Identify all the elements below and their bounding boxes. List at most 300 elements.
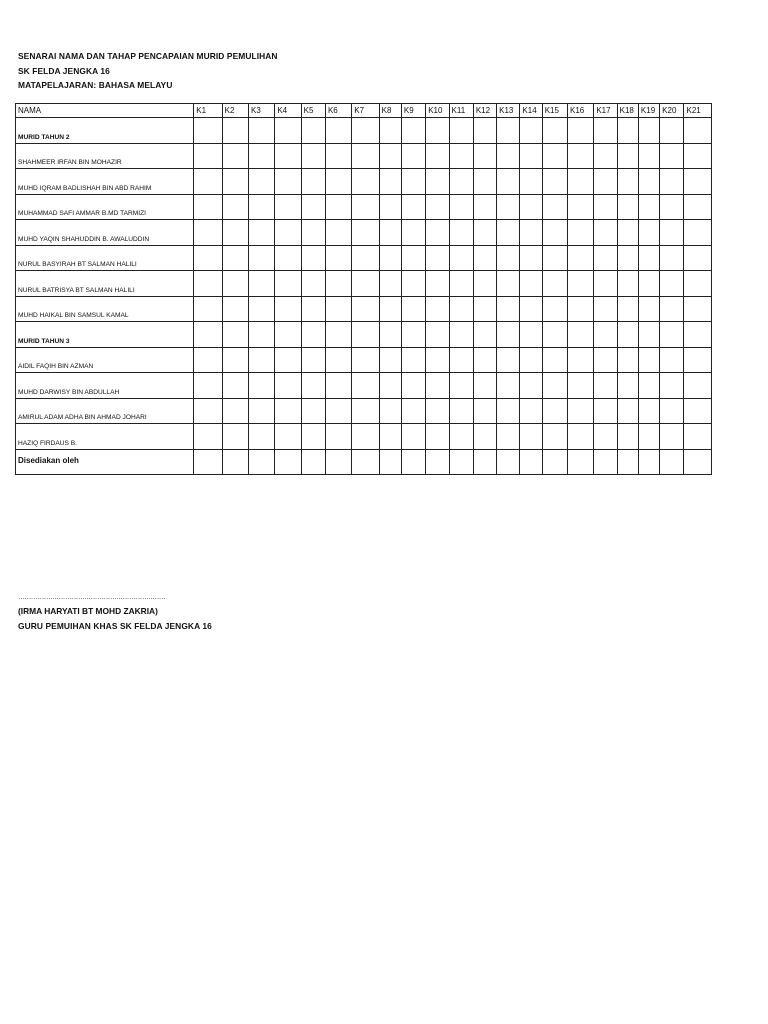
table-row bbox=[16, 424, 712, 450]
student-name: AIDIL FAQIH BIN AZMAN bbox=[16, 347, 194, 373]
score-cell-k20 bbox=[660, 143, 684, 169]
score-cell-k21 bbox=[684, 398, 712, 424]
score-cell-k18 bbox=[617, 220, 638, 246]
score-cell-k18 bbox=[617, 424, 638, 450]
score-cell-k2 bbox=[222, 347, 248, 373]
column-header-k11: K11 bbox=[449, 104, 473, 118]
score-cell-k9 bbox=[401, 424, 425, 450]
student-name: NURUL BASYIRAH BT SALMAN HALILI bbox=[16, 245, 194, 271]
score-cell-k13 bbox=[497, 143, 520, 169]
document-header bbox=[18, 49, 278, 93]
column-header-k7: K7 bbox=[352, 104, 379, 118]
score-cell-k11 bbox=[449, 424, 473, 450]
score-cell-k1 bbox=[194, 322, 222, 348]
score-cell-k10 bbox=[426, 398, 449, 424]
score-cell-k14 bbox=[520, 169, 542, 195]
score-cell-k18 bbox=[617, 245, 638, 271]
score-cell-k1 bbox=[194, 296, 222, 322]
score-cell-k8 bbox=[379, 118, 401, 144]
score-cell-k21 bbox=[684, 143, 712, 169]
score-cell-k21 bbox=[684, 296, 712, 322]
score-cell-k15 bbox=[542, 245, 567, 271]
score-cell-k14 bbox=[520, 347, 542, 373]
score-cell-k9 bbox=[401, 271, 425, 297]
score-cell-k1 bbox=[194, 169, 222, 195]
score-cell-k7 bbox=[352, 118, 379, 144]
score-cell-k16 bbox=[568, 143, 594, 169]
score-cell-k15 bbox=[542, 373, 567, 399]
table-row bbox=[16, 143, 712, 169]
score-cell-k15 bbox=[542, 169, 567, 195]
column-header-k20: K20 bbox=[660, 104, 684, 118]
column-header-k16: K16 bbox=[568, 104, 594, 118]
score-cell-k9 bbox=[401, 322, 425, 348]
student-name: NURUL BATRISYA BT SALMAN HALILI bbox=[16, 271, 194, 297]
score-cell-k11 bbox=[449, 373, 473, 399]
score-cell-k8 bbox=[379, 271, 401, 297]
score-cell-k2 bbox=[222, 424, 248, 450]
score-cell-k13 bbox=[497, 398, 520, 424]
score-cell-k10 bbox=[426, 424, 449, 450]
score-cell-k8 bbox=[379, 169, 401, 195]
score-cell-k7 bbox=[352, 194, 379, 220]
score-cell-k14 bbox=[520, 143, 542, 169]
score-cell-k19 bbox=[638, 194, 659, 220]
score-cell-k20 bbox=[660, 347, 684, 373]
column-header-k9: K9 bbox=[401, 104, 425, 118]
student-name: SHAHMEER IRFAN BIN MOHAZIR bbox=[16, 143, 194, 169]
score-cell-k15 bbox=[542, 449, 567, 475]
score-cell-k1 bbox=[194, 271, 222, 297]
table-row bbox=[16, 245, 712, 271]
student-name: MUHD YAQIN SHAHUDDIN B. AWALUDDIN bbox=[16, 220, 194, 246]
score-cell-k1 bbox=[194, 424, 222, 450]
score-cell-k11 bbox=[449, 322, 473, 348]
score-cell-k2 bbox=[222, 373, 248, 399]
score-cell-k6 bbox=[325, 322, 351, 348]
score-cell-k12 bbox=[473, 169, 496, 195]
student-name: HAZIQ FIRDAUS B. bbox=[16, 424, 194, 450]
table-row bbox=[16, 220, 712, 246]
score-cell-k2 bbox=[222, 398, 248, 424]
score-cell-k19 bbox=[638, 220, 659, 246]
score-cell-k20 bbox=[660, 424, 684, 450]
score-cell-k19 bbox=[638, 322, 659, 348]
score-cell-k1 bbox=[194, 373, 222, 399]
score-cell-k9 bbox=[401, 398, 425, 424]
score-cell-k15 bbox=[542, 347, 567, 373]
student-name: MUHAMMAD SAFI AMMAR B.MD TARMIZI bbox=[16, 194, 194, 220]
score-cell-k12 bbox=[473, 220, 496, 246]
table-row bbox=[16, 347, 712, 373]
school-name: SK FELDA JENGKA 16 bbox=[18, 65, 110, 76]
score-cell-k16 bbox=[568, 449, 594, 475]
score-cell-k17 bbox=[594, 373, 617, 399]
student-name: MUHD IQRAM BADLISHAH BIN ABD RAHIM bbox=[16, 169, 194, 195]
score-cell-k13 bbox=[497, 245, 520, 271]
score-cell-k20 bbox=[660, 194, 684, 220]
score-cell-k8 bbox=[379, 424, 401, 450]
score-cell-k7 bbox=[352, 220, 379, 246]
student-name: AMIRUL ADAM ADHA BIN AHMAD JOHARI bbox=[16, 398, 194, 424]
score-cell-k14 bbox=[520, 194, 542, 220]
column-header-k3: K3 bbox=[248, 104, 274, 118]
score-cell-k3 bbox=[248, 449, 274, 475]
score-cell-k5 bbox=[301, 296, 325, 322]
score-cell-k10 bbox=[426, 449, 449, 475]
score-cell-k18 bbox=[617, 322, 638, 348]
score-cell-k12 bbox=[473, 118, 496, 144]
score-cell-k18 bbox=[617, 449, 638, 475]
score-cell-k18 bbox=[617, 373, 638, 399]
score-cell-k16 bbox=[568, 118, 594, 144]
score-cell-k12 bbox=[473, 245, 496, 271]
score-cell-k5 bbox=[301, 194, 325, 220]
column-header-k8: K8 bbox=[379, 104, 401, 118]
score-cell-k3 bbox=[248, 373, 274, 399]
score-cell-k14 bbox=[520, 296, 542, 322]
column-header-k5: K5 bbox=[301, 104, 325, 118]
teacher-title: GURU PEMUIHAN KHAS SK FELDA JENGKA 16 bbox=[18, 621, 212, 631]
score-cell-k3 bbox=[248, 271, 274, 297]
score-cell-k11 bbox=[449, 169, 473, 195]
score-cell-k8 bbox=[379, 322, 401, 348]
score-cell-k6 bbox=[325, 271, 351, 297]
score-cell-k21 bbox=[684, 271, 712, 297]
score-cell-k4 bbox=[275, 373, 301, 399]
score-cell-k19 bbox=[638, 424, 659, 450]
score-cell-k2 bbox=[222, 143, 248, 169]
score-cell-k13 bbox=[497, 220, 520, 246]
score-cell-k6 bbox=[325, 220, 351, 246]
column-header-k15: K15 bbox=[542, 104, 567, 118]
table-row bbox=[16, 373, 712, 399]
column-header-k17: K17 bbox=[594, 104, 617, 118]
score-cell-k11 bbox=[449, 118, 473, 144]
score-cell-k8 bbox=[379, 296, 401, 322]
score-cell-k10 bbox=[426, 143, 449, 169]
score-cell-k21 bbox=[684, 245, 712, 271]
score-cell-k18 bbox=[617, 143, 638, 169]
score-cell-k14 bbox=[520, 449, 542, 475]
score-cell-k12 bbox=[473, 424, 496, 450]
achievement-table bbox=[15, 103, 712, 475]
score-cell-k15 bbox=[542, 322, 567, 348]
score-cell-k3 bbox=[248, 424, 274, 450]
score-cell-k7 bbox=[352, 169, 379, 195]
score-cell-k6 bbox=[325, 245, 351, 271]
score-cell-k7 bbox=[352, 296, 379, 322]
score-cell-k16 bbox=[568, 398, 594, 424]
score-cell-k21 bbox=[684, 449, 712, 475]
score-cell-k10 bbox=[426, 245, 449, 271]
score-cell-k12 bbox=[473, 194, 496, 220]
score-cell-k3 bbox=[248, 118, 274, 144]
score-cell-k6 bbox=[325, 398, 351, 424]
score-cell-k12 bbox=[473, 322, 496, 348]
score-cell-k16 bbox=[568, 347, 594, 373]
score-cell-k19 bbox=[638, 169, 659, 195]
score-cell-k17 bbox=[594, 449, 617, 475]
score-cell-k5 bbox=[301, 449, 325, 475]
score-cell-k3 bbox=[248, 347, 274, 373]
score-cell-k18 bbox=[617, 194, 638, 220]
score-cell-k15 bbox=[542, 118, 567, 144]
score-cell-k8 bbox=[379, 245, 401, 271]
score-cell-k21 bbox=[684, 347, 712, 373]
score-cell-k2 bbox=[222, 296, 248, 322]
table-header-row bbox=[16, 104, 712, 118]
score-cell-k10 bbox=[426, 220, 449, 246]
score-cell-k12 bbox=[473, 449, 496, 475]
score-cell-k9 bbox=[401, 347, 425, 373]
column-header-k6: K6 bbox=[325, 104, 351, 118]
score-cell-k15 bbox=[542, 296, 567, 322]
score-cell-k13 bbox=[497, 169, 520, 195]
score-cell-k14 bbox=[520, 220, 542, 246]
score-cell-k17 bbox=[594, 194, 617, 220]
group-header-row bbox=[16, 322, 712, 348]
score-cell-k5 bbox=[301, 220, 325, 246]
score-cell-k8 bbox=[379, 449, 401, 475]
score-cell-k5 bbox=[301, 347, 325, 373]
score-cell-k9 bbox=[401, 169, 425, 195]
score-cell-k21 bbox=[684, 169, 712, 195]
score-cell-k17 bbox=[594, 347, 617, 373]
score-cell-k9 bbox=[401, 373, 425, 399]
score-cell-k15 bbox=[542, 143, 567, 169]
score-cell-k11 bbox=[449, 296, 473, 322]
score-cell-k19 bbox=[638, 143, 659, 169]
score-cell-k5 bbox=[301, 245, 325, 271]
score-cell-k4 bbox=[275, 424, 301, 450]
score-cell-k19 bbox=[638, 449, 659, 475]
score-cell-k14 bbox=[520, 322, 542, 348]
score-cell-k12 bbox=[473, 143, 496, 169]
score-cell-k2 bbox=[222, 271, 248, 297]
score-cell-k20 bbox=[660, 169, 684, 195]
score-cell-k16 bbox=[568, 245, 594, 271]
score-cell-k21 bbox=[684, 373, 712, 399]
score-cell-k16 bbox=[568, 322, 594, 348]
score-cell-k6 bbox=[325, 449, 351, 475]
score-cell-k18 bbox=[617, 296, 638, 322]
score-cell-k4 bbox=[275, 118, 301, 144]
score-cell-k3 bbox=[248, 220, 274, 246]
score-cell-k3 bbox=[248, 143, 274, 169]
score-cell-k18 bbox=[617, 169, 638, 195]
score-cell-k8 bbox=[379, 373, 401, 399]
score-cell-k11 bbox=[449, 143, 473, 169]
score-cell-k2 bbox=[222, 118, 248, 144]
score-cell-k15 bbox=[542, 194, 567, 220]
score-cell-k16 bbox=[568, 194, 594, 220]
score-cell-k5 bbox=[301, 398, 325, 424]
column-header-k19: K19 bbox=[638, 104, 659, 118]
score-cell-k1 bbox=[194, 143, 222, 169]
score-cell-k6 bbox=[325, 373, 351, 399]
score-cell-k17 bbox=[594, 296, 617, 322]
group-label: MURID TAHUN 2 bbox=[16, 118, 194, 144]
score-cell-k5 bbox=[301, 322, 325, 348]
score-cell-k19 bbox=[638, 398, 659, 424]
score-cell-k6 bbox=[325, 347, 351, 373]
score-cell-k7 bbox=[352, 245, 379, 271]
score-cell-k20 bbox=[660, 373, 684, 399]
score-cell-k9 bbox=[401, 296, 425, 322]
score-cell-k16 bbox=[568, 424, 594, 450]
document-title: SENARAI NAMA DAN TAHAP PENCAPAIAN MURID PEMULIHAN bbox=[18, 51, 278, 61]
score-cell-k20 bbox=[660, 245, 684, 271]
score-cell-k10 bbox=[426, 347, 449, 373]
column-header-k18: K18 bbox=[617, 104, 638, 118]
score-cell-k19 bbox=[638, 118, 659, 144]
score-cell-k20 bbox=[660, 220, 684, 246]
score-cell-k17 bbox=[594, 118, 617, 144]
score-cell-k7 bbox=[352, 424, 379, 450]
score-cell-k1 bbox=[194, 220, 222, 246]
score-cell-k12 bbox=[473, 347, 496, 373]
score-cell-k13 bbox=[497, 424, 520, 450]
score-cell-k10 bbox=[426, 169, 449, 195]
score-cell-k13 bbox=[497, 449, 520, 475]
score-cell-k9 bbox=[401, 220, 425, 246]
column-header-k4: K4 bbox=[275, 104, 301, 118]
score-cell-k16 bbox=[568, 169, 594, 195]
score-cell-k4 bbox=[275, 169, 301, 195]
score-cell-k14 bbox=[520, 424, 542, 450]
score-cell-k8 bbox=[379, 220, 401, 246]
score-cell-k5 bbox=[301, 118, 325, 144]
score-cell-k7 bbox=[352, 398, 379, 424]
score-cell-k5 bbox=[301, 271, 325, 297]
score-cell-k10 bbox=[426, 194, 449, 220]
score-cell-k11 bbox=[449, 347, 473, 373]
column-header-k21: K21 bbox=[684, 104, 712, 118]
name-column-header: NAMA bbox=[16, 104, 194, 118]
score-cell-k4 bbox=[275, 449, 301, 475]
teacher-name: (IRMA HARYATI BT MOHD ZAKRIA) bbox=[18, 606, 158, 616]
score-cell-k4 bbox=[275, 347, 301, 373]
score-cell-k11 bbox=[449, 194, 473, 220]
score-cell-k5 bbox=[301, 373, 325, 399]
score-cell-k3 bbox=[248, 322, 274, 348]
score-cell-k4 bbox=[275, 245, 301, 271]
score-cell-k5 bbox=[301, 143, 325, 169]
score-cell-k14 bbox=[520, 245, 542, 271]
score-cell-k10 bbox=[426, 373, 449, 399]
score-cell-k8 bbox=[379, 194, 401, 220]
student-name: MUHD DARWISY BIN ABDULLAH bbox=[16, 373, 194, 399]
score-cell-k6 bbox=[325, 169, 351, 195]
score-cell-k1 bbox=[194, 245, 222, 271]
score-cell-k14 bbox=[520, 398, 542, 424]
score-cell-k18 bbox=[617, 271, 638, 297]
score-cell-k16 bbox=[568, 373, 594, 399]
score-cell-k6 bbox=[325, 118, 351, 144]
score-cell-k4 bbox=[275, 194, 301, 220]
score-cell-k7 bbox=[352, 271, 379, 297]
score-cell-k4 bbox=[275, 322, 301, 348]
score-cell-k19 bbox=[638, 347, 659, 373]
table-row bbox=[16, 194, 712, 220]
score-cell-k19 bbox=[638, 271, 659, 297]
score-cell-k1 bbox=[194, 449, 222, 475]
score-cell-k11 bbox=[449, 220, 473, 246]
score-cell-k11 bbox=[449, 449, 473, 475]
score-cell-k2 bbox=[222, 449, 248, 475]
table-row bbox=[16, 449, 712, 475]
student-name: MUHD HAIKAL BIN SAMSUL KAMAL bbox=[16, 296, 194, 322]
score-cell-k13 bbox=[497, 194, 520, 220]
score-cell-k10 bbox=[426, 271, 449, 297]
score-cell-k6 bbox=[325, 194, 351, 220]
score-cell-k8 bbox=[379, 143, 401, 169]
score-cell-k1 bbox=[194, 347, 222, 373]
prepared-by-label: Disediakan oleh bbox=[18, 456, 79, 465]
score-cell-k17 bbox=[594, 271, 617, 297]
score-cell-k13 bbox=[497, 373, 520, 399]
score-cell-k10 bbox=[426, 118, 449, 144]
score-cell-k17 bbox=[594, 424, 617, 450]
score-cell-k7 bbox=[352, 143, 379, 169]
score-cell-k3 bbox=[248, 398, 274, 424]
score-cell-k17 bbox=[594, 220, 617, 246]
score-cell-k7 bbox=[352, 373, 379, 399]
subject-line: MATAPELAJARAN: BAHASA MELAYU bbox=[18, 80, 173, 90]
score-cell-k10 bbox=[426, 322, 449, 348]
score-cell-k20 bbox=[660, 118, 684, 144]
score-cell-k4 bbox=[275, 220, 301, 246]
score-cell-k19 bbox=[638, 296, 659, 322]
score-cell-k10 bbox=[426, 296, 449, 322]
score-cell-k3 bbox=[248, 194, 274, 220]
group-header-row bbox=[16, 118, 712, 144]
score-cell-k3 bbox=[248, 245, 274, 271]
score-cell-k14 bbox=[520, 118, 542, 144]
score-cell-k21 bbox=[684, 424, 712, 450]
score-cell-k20 bbox=[660, 271, 684, 297]
score-cell-k17 bbox=[594, 322, 617, 348]
score-cell-k21 bbox=[684, 220, 712, 246]
score-cell-k9 bbox=[401, 449, 425, 475]
score-cell-k13 bbox=[497, 322, 520, 348]
score-cell-k17 bbox=[594, 143, 617, 169]
signature-line: …………………………………………………………… bbox=[18, 594, 166, 601]
score-cell-k11 bbox=[449, 398, 473, 424]
score-cell-k14 bbox=[520, 373, 542, 399]
score-cell-k4 bbox=[275, 398, 301, 424]
score-cell-k1 bbox=[194, 398, 222, 424]
column-header-k14: K14 bbox=[520, 104, 542, 118]
score-cell-k20 bbox=[660, 322, 684, 348]
score-cell-k19 bbox=[638, 373, 659, 399]
column-header-k2: K2 bbox=[222, 104, 248, 118]
score-cell-k9 bbox=[401, 245, 425, 271]
score-cell-k12 bbox=[473, 398, 496, 424]
score-cell-k3 bbox=[248, 169, 274, 195]
score-cell-k21 bbox=[684, 322, 712, 348]
score-cell-k5 bbox=[301, 424, 325, 450]
score-cell-k16 bbox=[568, 296, 594, 322]
score-cell-k6 bbox=[325, 424, 351, 450]
score-cell-k14 bbox=[520, 271, 542, 297]
score-cell-k9 bbox=[401, 118, 425, 144]
score-cell-k20 bbox=[660, 296, 684, 322]
score-cell-k21 bbox=[684, 118, 712, 144]
score-cell-k13 bbox=[497, 118, 520, 144]
score-cell-k8 bbox=[379, 347, 401, 373]
